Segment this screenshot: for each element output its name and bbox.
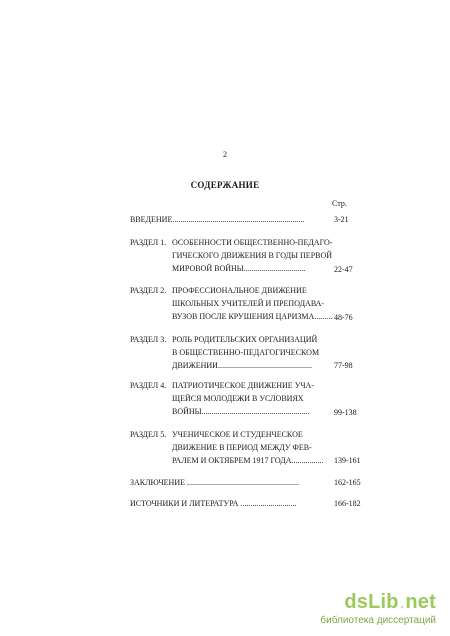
toc-entry-text: ВОЙНЫ...................................................... <box>172 407 310 416</box>
toc-entry-text: ИСТОЧНИКИ И ЛИТЕРАТУРА ............................ <box>130 499 297 508</box>
watermark-tagline: библиотека диссертаций <box>320 615 436 626</box>
toc-title: СОДЕРЖАНИЕ <box>190 180 260 190</box>
toc-entry-text: РОЛЬ РОДИТЕЛЬСКИХ ОРГАНИЗАЦИЙ <box>172 335 318 344</box>
toc-entry-text: ВУЗОВ ПОСЛЕ КРУШЕНИЯ ЦАРИЗМА......... <box>172 312 333 321</box>
toc-entry-pages: 166-182 <box>334 499 361 508</box>
toc-entry-text: ПРОФЕССИОНАЛЬНОЕ ДВИЖЕНИЕ <box>172 286 307 295</box>
toc-section-label: РАЗДЕЛ 4. <box>130 381 167 390</box>
toc-section-label: РАЗДЕЛ 5. <box>130 430 167 439</box>
toc-entry-text: ЩЕЙСЯ МОЛОДЕЖИ В УСЛОВИЯХ <box>172 394 304 403</box>
toc-entry-text: ГИЧЕСКОГО ДВИЖЕНИЯ В ГОДЫ ПЕРВОЙ <box>172 251 333 260</box>
toc-entry-pages: 48-76 <box>334 313 353 322</box>
toc-section-label: РАЗДЕЛ 1. <box>130 238 167 247</box>
toc-entry-text: ПАТРИОТИЧЕСКОЕ ДВИЖЕНИЕ УЧА- <box>172 381 314 390</box>
toc-entry-pages: 162-165 <box>334 478 361 487</box>
toc-entry-text: РАЛЕМ И ОКТЯБРЕМ 1917 ГОДА................ <box>172 456 324 465</box>
toc-section-label: РАЗДЕЛ 2. <box>130 286 167 295</box>
toc-section-label: РАЗДЕЛ 3. <box>130 335 167 344</box>
toc-entry-pages: 77-98 <box>334 361 353 370</box>
toc-entry-text: ВВЕДЕНИЕ.................................................................. <box>130 215 305 224</box>
page-number: 2 <box>223 150 227 159</box>
toc-entry-pages: 3-21 <box>334 215 349 224</box>
toc-entry-pages: 99-138 <box>334 408 357 417</box>
toc-entry-text: УЧЕНИЧЕСКОЕ И СТУДЕНЧЕСКОЕ <box>172 430 303 439</box>
toc-entry-text: ШКОЛЬНЫХ УЧИТЕЛЕЙ И ПРЕПОДАВА- <box>172 299 325 308</box>
toc-entry-pages: 139-161 <box>334 456 361 465</box>
toc-entry-text: В ОБЩЕСТВЕННО-ПЕДАГОГИЧЕСКОМ <box>172 348 320 357</box>
page-column-header: Стр. <box>332 199 347 208</box>
watermark <box>320 591 436 626</box>
toc-entry-text: ЗАКЛЮЧЕНИЕ ........................................................ <box>130 478 299 487</box>
toc-entry-text: ДВИЖЕНИИ............................................... <box>172 361 312 370</box>
watermark-logo: dsLib.net <box>344 591 436 613</box>
toc-entry-text: ОСОБЕННОСТИ ОБЩЕСТВЕННО-ПЕДАГО- <box>172 238 333 247</box>
toc-entry-text: МИРОВОЙ ВОЙНЫ............................... <box>172 264 306 273</box>
toc-entry-pages: 22-47 <box>334 265 353 274</box>
toc-entry-text: ДВИЖЕНИЕ В ПЕРИОД МЕЖДУ ФЕВ- <box>172 443 312 452</box>
